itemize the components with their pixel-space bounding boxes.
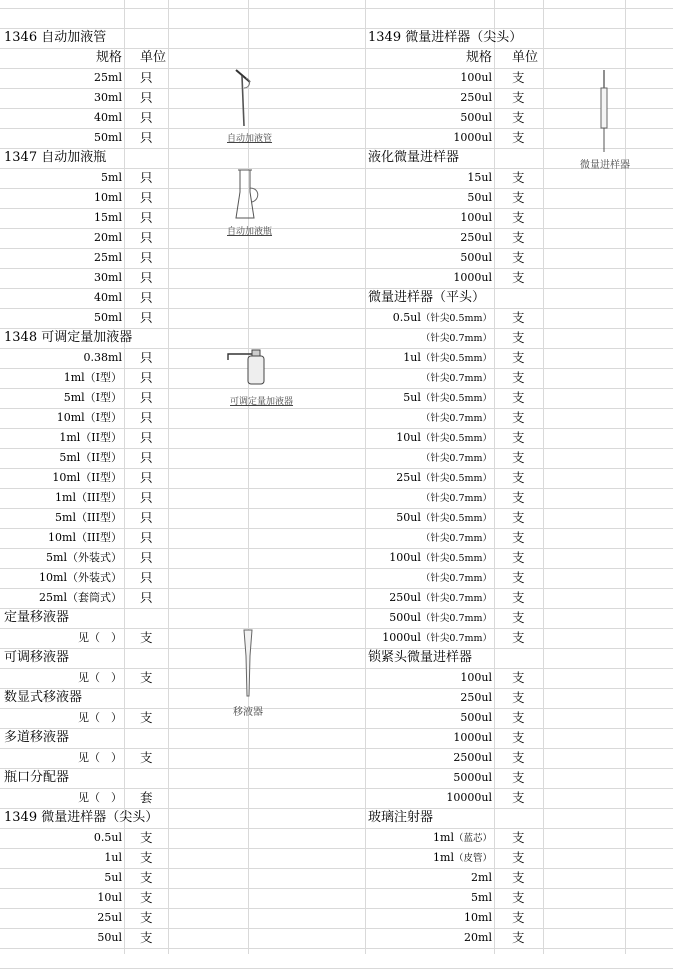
spec-value: 1ul bbox=[403, 351, 421, 364]
unit-cell: 支 bbox=[512, 630, 525, 645]
spec-value: 见（ ） bbox=[78, 631, 122, 644]
section-header: 定量移液器 bbox=[4, 610, 70, 625]
spec-value: 50ml bbox=[94, 311, 122, 324]
spec-value: 1000ul bbox=[453, 731, 492, 744]
unit-cell: 只 bbox=[140, 490, 153, 505]
spec-cell bbox=[4, 128, 122, 148]
unit-cell: 只 bbox=[140, 110, 153, 125]
unit-cell: 支 bbox=[140, 850, 153, 865]
spec-value: 见（ ） bbox=[78, 791, 122, 804]
spec-cell bbox=[368, 788, 492, 808]
unit-cell: 支 bbox=[512, 510, 525, 525]
spec-cell bbox=[368, 368, 492, 388]
spec-cell bbox=[4, 388, 122, 408]
spec-cell bbox=[4, 508, 122, 528]
spec-value: 100ul bbox=[460, 671, 492, 684]
unit-cell: 支 bbox=[512, 930, 525, 945]
spec-value: 15ul bbox=[467, 171, 492, 184]
spec-cell bbox=[368, 248, 492, 268]
spec-value: 40ml bbox=[94, 111, 122, 124]
unit-cell: 只 bbox=[140, 350, 153, 365]
spec-note: （皮管） bbox=[453, 853, 492, 864]
column-header-spec: 规格 bbox=[95, 50, 122, 65]
spec-value: 250ul bbox=[389, 591, 421, 604]
spec-value: 1ul bbox=[104, 851, 122, 864]
spec-value: 2500ul bbox=[453, 751, 492, 764]
spec-cell bbox=[4, 748, 122, 768]
unit-cell: 支 bbox=[140, 910, 153, 925]
spec-cell bbox=[368, 268, 492, 288]
section-header: 微量进样器（平头） bbox=[368, 290, 486, 305]
micro-syringe-caption: 微量进样器 bbox=[580, 160, 630, 171]
unit-cell: 支 bbox=[512, 190, 525, 205]
spec-cell bbox=[4, 288, 122, 308]
spec-value: 10ml（II型） bbox=[52, 471, 122, 484]
unit-cell: 支 bbox=[512, 590, 525, 605]
unit-cell: 只 bbox=[140, 230, 153, 245]
unit-cell: 只 bbox=[140, 90, 153, 105]
unit-cell: 只 bbox=[140, 250, 153, 265]
spec-value: 50ul bbox=[97, 931, 122, 944]
spec-value: 30ml bbox=[94, 91, 122, 104]
unit-cell: 支 bbox=[512, 90, 525, 105]
section-header: 可调移液器 bbox=[4, 650, 70, 665]
spec-cell bbox=[368, 628, 492, 648]
spec-value: 10ml bbox=[94, 191, 122, 204]
spec-value: 5ml bbox=[101, 171, 122, 184]
unit-cell: 只 bbox=[140, 410, 153, 425]
spec-cell bbox=[368, 128, 492, 148]
spec-value: 见（ ） bbox=[78, 711, 122, 724]
spec-cell bbox=[4, 488, 122, 508]
spec-cell bbox=[368, 728, 492, 748]
spec-value: 50ul bbox=[467, 191, 492, 204]
spec-value: 1ml（III型） bbox=[55, 491, 122, 504]
spec-cell bbox=[368, 708, 492, 728]
spec-cell bbox=[4, 428, 122, 448]
section-header: 1347 自动加液瓶 bbox=[4, 150, 107, 165]
spec-value: 20ml bbox=[464, 931, 492, 944]
spec-value: 40ml bbox=[94, 291, 122, 304]
unit-cell: 支 bbox=[512, 110, 525, 125]
spec-cell bbox=[4, 408, 122, 428]
spec-value: 10ml（I型） bbox=[56, 411, 122, 424]
pipette-illustration bbox=[238, 626, 258, 702]
spec-value: 250ul bbox=[460, 91, 492, 104]
spec-value: 5ml（I型） bbox=[63, 391, 122, 404]
spec-value: 100ul bbox=[389, 551, 421, 564]
unit-cell: 套 bbox=[140, 790, 153, 805]
section-header: 瓶口分配器 bbox=[4, 770, 70, 785]
spec-cell bbox=[368, 508, 492, 528]
spec-cell bbox=[4, 468, 122, 488]
auto-liquid-tube-caption: 自动加液管 bbox=[227, 134, 273, 144]
spec-note: （针尖0.5mm） bbox=[420, 473, 492, 484]
spec-cell bbox=[368, 168, 492, 188]
spec-value: 1000ul bbox=[453, 131, 492, 144]
spec-value: 500ul bbox=[389, 611, 421, 624]
spec-value: 50ml bbox=[94, 131, 122, 144]
spec-cell bbox=[368, 108, 492, 128]
spec-value: 25ml bbox=[94, 251, 122, 264]
section-header: 玻璃注射器 bbox=[368, 810, 434, 825]
spec-note: （针尖0.5mm） bbox=[420, 433, 492, 444]
spec-value: 15ml bbox=[94, 211, 122, 224]
unit-cell: 只 bbox=[140, 170, 153, 185]
spec-cell bbox=[368, 528, 492, 548]
spec-value: 5ul bbox=[104, 871, 122, 884]
unit-cell: 支 bbox=[512, 70, 525, 85]
spec-cell bbox=[368, 928, 492, 948]
spec-value: 1000ul bbox=[382, 631, 421, 644]
spec-cell bbox=[368, 328, 492, 348]
spec-note: （针尖0.7mm） bbox=[420, 633, 492, 644]
column-header-unit: 单位 bbox=[140, 50, 167, 65]
micro-syringe-illustration bbox=[596, 68, 612, 154]
column-header-unit: 单位 bbox=[512, 50, 539, 65]
spec-cell bbox=[4, 268, 122, 288]
spec-note: （针尖0.5mm） bbox=[420, 553, 492, 564]
unit-cell: 支 bbox=[512, 250, 525, 265]
spec-value: 20ml bbox=[94, 231, 122, 244]
spec-value: 1ml bbox=[433, 831, 454, 844]
unit-cell: 支 bbox=[512, 550, 525, 565]
spec-cell bbox=[4, 528, 122, 548]
spec-cell bbox=[4, 188, 122, 208]
spec-cell bbox=[368, 88, 492, 108]
spec-cell bbox=[4, 828, 122, 848]
unit-cell: 只 bbox=[140, 430, 153, 445]
unit-cell: 支 bbox=[140, 870, 153, 885]
unit-cell: 支 bbox=[512, 770, 525, 785]
spec-note: （针尖0.7mm） bbox=[420, 573, 492, 584]
spec-value: 1ml bbox=[433, 851, 454, 864]
spec-cell bbox=[368, 228, 492, 248]
spec-cell bbox=[368, 388, 492, 408]
spec-cell bbox=[368, 768, 492, 788]
unit-cell: 只 bbox=[140, 310, 153, 325]
unit-cell: 支 bbox=[512, 310, 525, 325]
unit-cell: 支 bbox=[512, 830, 525, 845]
spec-cell bbox=[4, 628, 122, 648]
section-header: 多道移液器 bbox=[4, 730, 70, 745]
unit-cell: 只 bbox=[140, 390, 153, 405]
spec-value: 25ul bbox=[97, 911, 122, 924]
unit-cell: 支 bbox=[512, 530, 525, 545]
spec-cell bbox=[4, 108, 122, 128]
spec-note: （针尖0.5mm） bbox=[420, 353, 492, 364]
spec-note: （针尖0.7mm） bbox=[420, 593, 492, 604]
spec-value: 5ml（II型） bbox=[59, 451, 122, 464]
spec-value: 25ml（套筒式） bbox=[39, 591, 122, 604]
unit-cell: 支 bbox=[512, 850, 525, 865]
spec-cell bbox=[368, 208, 492, 228]
unit-cell: 只 bbox=[140, 210, 153, 225]
spec-note: （针尖0.7mm） bbox=[420, 613, 492, 624]
spec-value: 5ml（外装式） bbox=[46, 551, 122, 564]
spec-cell bbox=[368, 588, 492, 608]
unit-cell: 支 bbox=[140, 670, 153, 685]
spec-cell bbox=[368, 188, 492, 208]
spec-value: 250ul bbox=[460, 691, 492, 704]
spec-cell bbox=[368, 468, 492, 488]
spec-cell bbox=[4, 68, 122, 88]
spec-note: （针尖0.7mm） bbox=[420, 333, 492, 344]
unit-cell: 支 bbox=[512, 710, 525, 725]
adjustable-dispenser-illustration bbox=[224, 348, 270, 394]
unit-cell: 只 bbox=[140, 130, 153, 145]
spec-note: （针尖0.7mm） bbox=[420, 413, 492, 424]
spec-cell bbox=[368, 548, 492, 568]
unit-cell: 支 bbox=[512, 470, 525, 485]
spec-cell bbox=[368, 68, 492, 88]
unit-cell: 只 bbox=[140, 530, 153, 545]
unit-cell: 支 bbox=[512, 490, 525, 505]
spec-value: 5ml（III型） bbox=[55, 511, 122, 524]
spec-value: 10ml（外装式） bbox=[39, 571, 122, 584]
column-header-spec: 规格 bbox=[465, 50, 492, 65]
section-header: 液化微量进样器 bbox=[368, 150, 460, 165]
spec-value: 100ul bbox=[460, 71, 492, 84]
unit-cell: 支 bbox=[140, 830, 153, 845]
spec-cell bbox=[368, 848, 492, 868]
spec-cell bbox=[4, 548, 122, 568]
spec-cell bbox=[368, 908, 492, 928]
spec-value: 10ml（III型） bbox=[48, 531, 122, 544]
unit-cell: 支 bbox=[512, 350, 525, 365]
auto-liquid-bottle-caption: 自动加液瓶 bbox=[227, 227, 273, 237]
section-header: 1349 微量进样器（尖头） bbox=[368, 30, 523, 45]
spec-value: 500ul bbox=[460, 251, 492, 264]
spec-value: 10ml bbox=[464, 911, 492, 924]
unit-cell: 支 bbox=[512, 410, 525, 425]
spec-cell bbox=[4, 88, 122, 108]
spec-note: （针尖0.5mm） bbox=[420, 393, 492, 404]
spec-value: 10ul bbox=[97, 891, 122, 904]
spec-cell bbox=[4, 568, 122, 588]
spec-cell bbox=[368, 828, 492, 848]
spec-cell bbox=[4, 348, 122, 368]
spec-value: 30ml bbox=[94, 271, 122, 284]
section-header: 1349 微量进样器（尖头） bbox=[4, 810, 159, 825]
unit-cell: 支 bbox=[140, 750, 153, 765]
spec-cell bbox=[4, 928, 122, 948]
spec-value: 1ml（II型） bbox=[59, 431, 122, 444]
spec-note: （针尖0.5mm） bbox=[420, 513, 492, 524]
unit-cell: 支 bbox=[140, 890, 153, 905]
spec-value: 1ml（I型） bbox=[63, 371, 122, 384]
spec-note: （针尖0.7mm） bbox=[420, 453, 492, 464]
unit-cell: 支 bbox=[140, 630, 153, 645]
spec-cell bbox=[4, 868, 122, 888]
spec-cell bbox=[4, 708, 122, 728]
spec-cell bbox=[4, 308, 122, 328]
spec-value: 5ul bbox=[403, 391, 421, 404]
unit-cell: 只 bbox=[140, 450, 153, 465]
spec-cell bbox=[368, 748, 492, 768]
spec-cell bbox=[368, 868, 492, 888]
spec-value: 500ul bbox=[460, 711, 492, 724]
spec-note: （针尖0.5mm） bbox=[420, 313, 492, 324]
unit-cell: 只 bbox=[140, 190, 153, 205]
section-header: 1348 可调定量加液器 bbox=[4, 330, 133, 345]
section-header: 数显式移液器 bbox=[4, 690, 83, 705]
unit-cell: 支 bbox=[512, 730, 525, 745]
spec-value: 5ml bbox=[471, 891, 492, 904]
spec-cell bbox=[4, 228, 122, 248]
spec-cell bbox=[4, 448, 122, 468]
spec-cell bbox=[4, 848, 122, 868]
unit-cell: 支 bbox=[512, 610, 525, 625]
spec-value: 0.5ul bbox=[392, 311, 421, 324]
unit-cell: 支 bbox=[512, 450, 525, 465]
spec-cell bbox=[368, 608, 492, 628]
unit-cell: 只 bbox=[140, 590, 153, 605]
pipette-caption: 移液器 bbox=[233, 707, 263, 718]
spec-cell bbox=[368, 688, 492, 708]
unit-cell: 只 bbox=[140, 470, 153, 485]
spec-cell bbox=[368, 568, 492, 588]
spec-cell bbox=[368, 488, 492, 508]
spec-cell bbox=[368, 348, 492, 368]
unit-cell: 支 bbox=[512, 690, 525, 705]
unit-cell: 只 bbox=[140, 550, 153, 565]
spec-value: 25ul bbox=[396, 471, 421, 484]
spec-cell bbox=[4, 588, 122, 608]
unit-cell: 支 bbox=[512, 790, 525, 805]
spec-value: 1000ul bbox=[453, 271, 492, 284]
spec-cell bbox=[4, 888, 122, 908]
spec-note: （蓝芯） bbox=[453, 833, 492, 844]
spec-value: 0.5ul bbox=[93, 831, 122, 844]
unit-cell: 支 bbox=[512, 890, 525, 905]
spec-value: 0.38ml bbox=[83, 351, 122, 364]
spec-cell bbox=[368, 888, 492, 908]
spec-value: 25ml bbox=[94, 71, 122, 84]
unit-cell: 支 bbox=[512, 570, 525, 585]
auto-liquid-tube-illustration bbox=[228, 66, 258, 132]
spec-value: 2ml bbox=[471, 871, 492, 884]
spec-note: （针尖0.7mm） bbox=[420, 373, 492, 384]
spec-cell bbox=[368, 408, 492, 428]
unit-cell: 支 bbox=[512, 370, 525, 385]
spec-cell bbox=[4, 908, 122, 928]
unit-cell: 支 bbox=[512, 270, 525, 285]
unit-cell: 支 bbox=[140, 710, 153, 725]
spec-cell bbox=[4, 668, 122, 688]
spec-value: 10ul bbox=[396, 431, 421, 444]
spec-cell bbox=[368, 448, 492, 468]
unit-cell: 支 bbox=[512, 910, 525, 925]
unit-cell: 支 bbox=[512, 390, 525, 405]
spec-cell bbox=[4, 368, 122, 388]
unit-cell: 支 bbox=[512, 210, 525, 225]
spec-cell bbox=[368, 428, 492, 448]
spec-value: 10000ul bbox=[446, 791, 492, 804]
spec-value: 500ul bbox=[460, 111, 492, 124]
spec-value: 5000ul bbox=[453, 771, 492, 784]
section-header: 1346 自动加液管 bbox=[4, 30, 107, 45]
spec-cell bbox=[4, 248, 122, 268]
unit-cell: 只 bbox=[140, 270, 153, 285]
spec-cell bbox=[368, 668, 492, 688]
section-header: 锁紧头微量进样器 bbox=[368, 650, 473, 665]
spec-value: 见（ ） bbox=[78, 751, 122, 764]
spec-value: 见（ ） bbox=[78, 671, 122, 684]
spec-cell bbox=[4, 168, 122, 188]
unit-cell: 支 bbox=[512, 330, 525, 345]
spec-cell bbox=[4, 208, 122, 228]
unit-cell: 只 bbox=[140, 570, 153, 585]
spec-value: 100ul bbox=[460, 211, 492, 224]
auto-liquid-bottle-illustration bbox=[230, 166, 266, 224]
unit-cell: 支 bbox=[512, 670, 525, 685]
spec-value: 50ul bbox=[396, 511, 421, 524]
spec-note: （针尖0.7mm） bbox=[420, 493, 492, 504]
unit-cell: 支 bbox=[512, 870, 525, 885]
unit-cell: 只 bbox=[140, 370, 153, 385]
spec-cell bbox=[368, 308, 492, 328]
unit-cell: 支 bbox=[512, 170, 525, 185]
unit-cell: 支 bbox=[140, 930, 153, 945]
unit-cell: 支 bbox=[512, 130, 525, 145]
unit-cell: 只 bbox=[140, 510, 153, 525]
unit-cell: 只 bbox=[140, 70, 153, 85]
unit-cell: 支 bbox=[512, 750, 525, 765]
unit-cell: 支 bbox=[512, 230, 525, 245]
unit-cell: 支 bbox=[512, 430, 525, 445]
adjustable-dispenser-caption: 可调定量加液器 bbox=[230, 397, 294, 407]
spec-note: （针尖0.7mm） bbox=[420, 533, 492, 544]
spec-cell bbox=[4, 788, 122, 808]
spec-value: 250ul bbox=[460, 231, 492, 244]
unit-cell: 只 bbox=[140, 290, 153, 305]
